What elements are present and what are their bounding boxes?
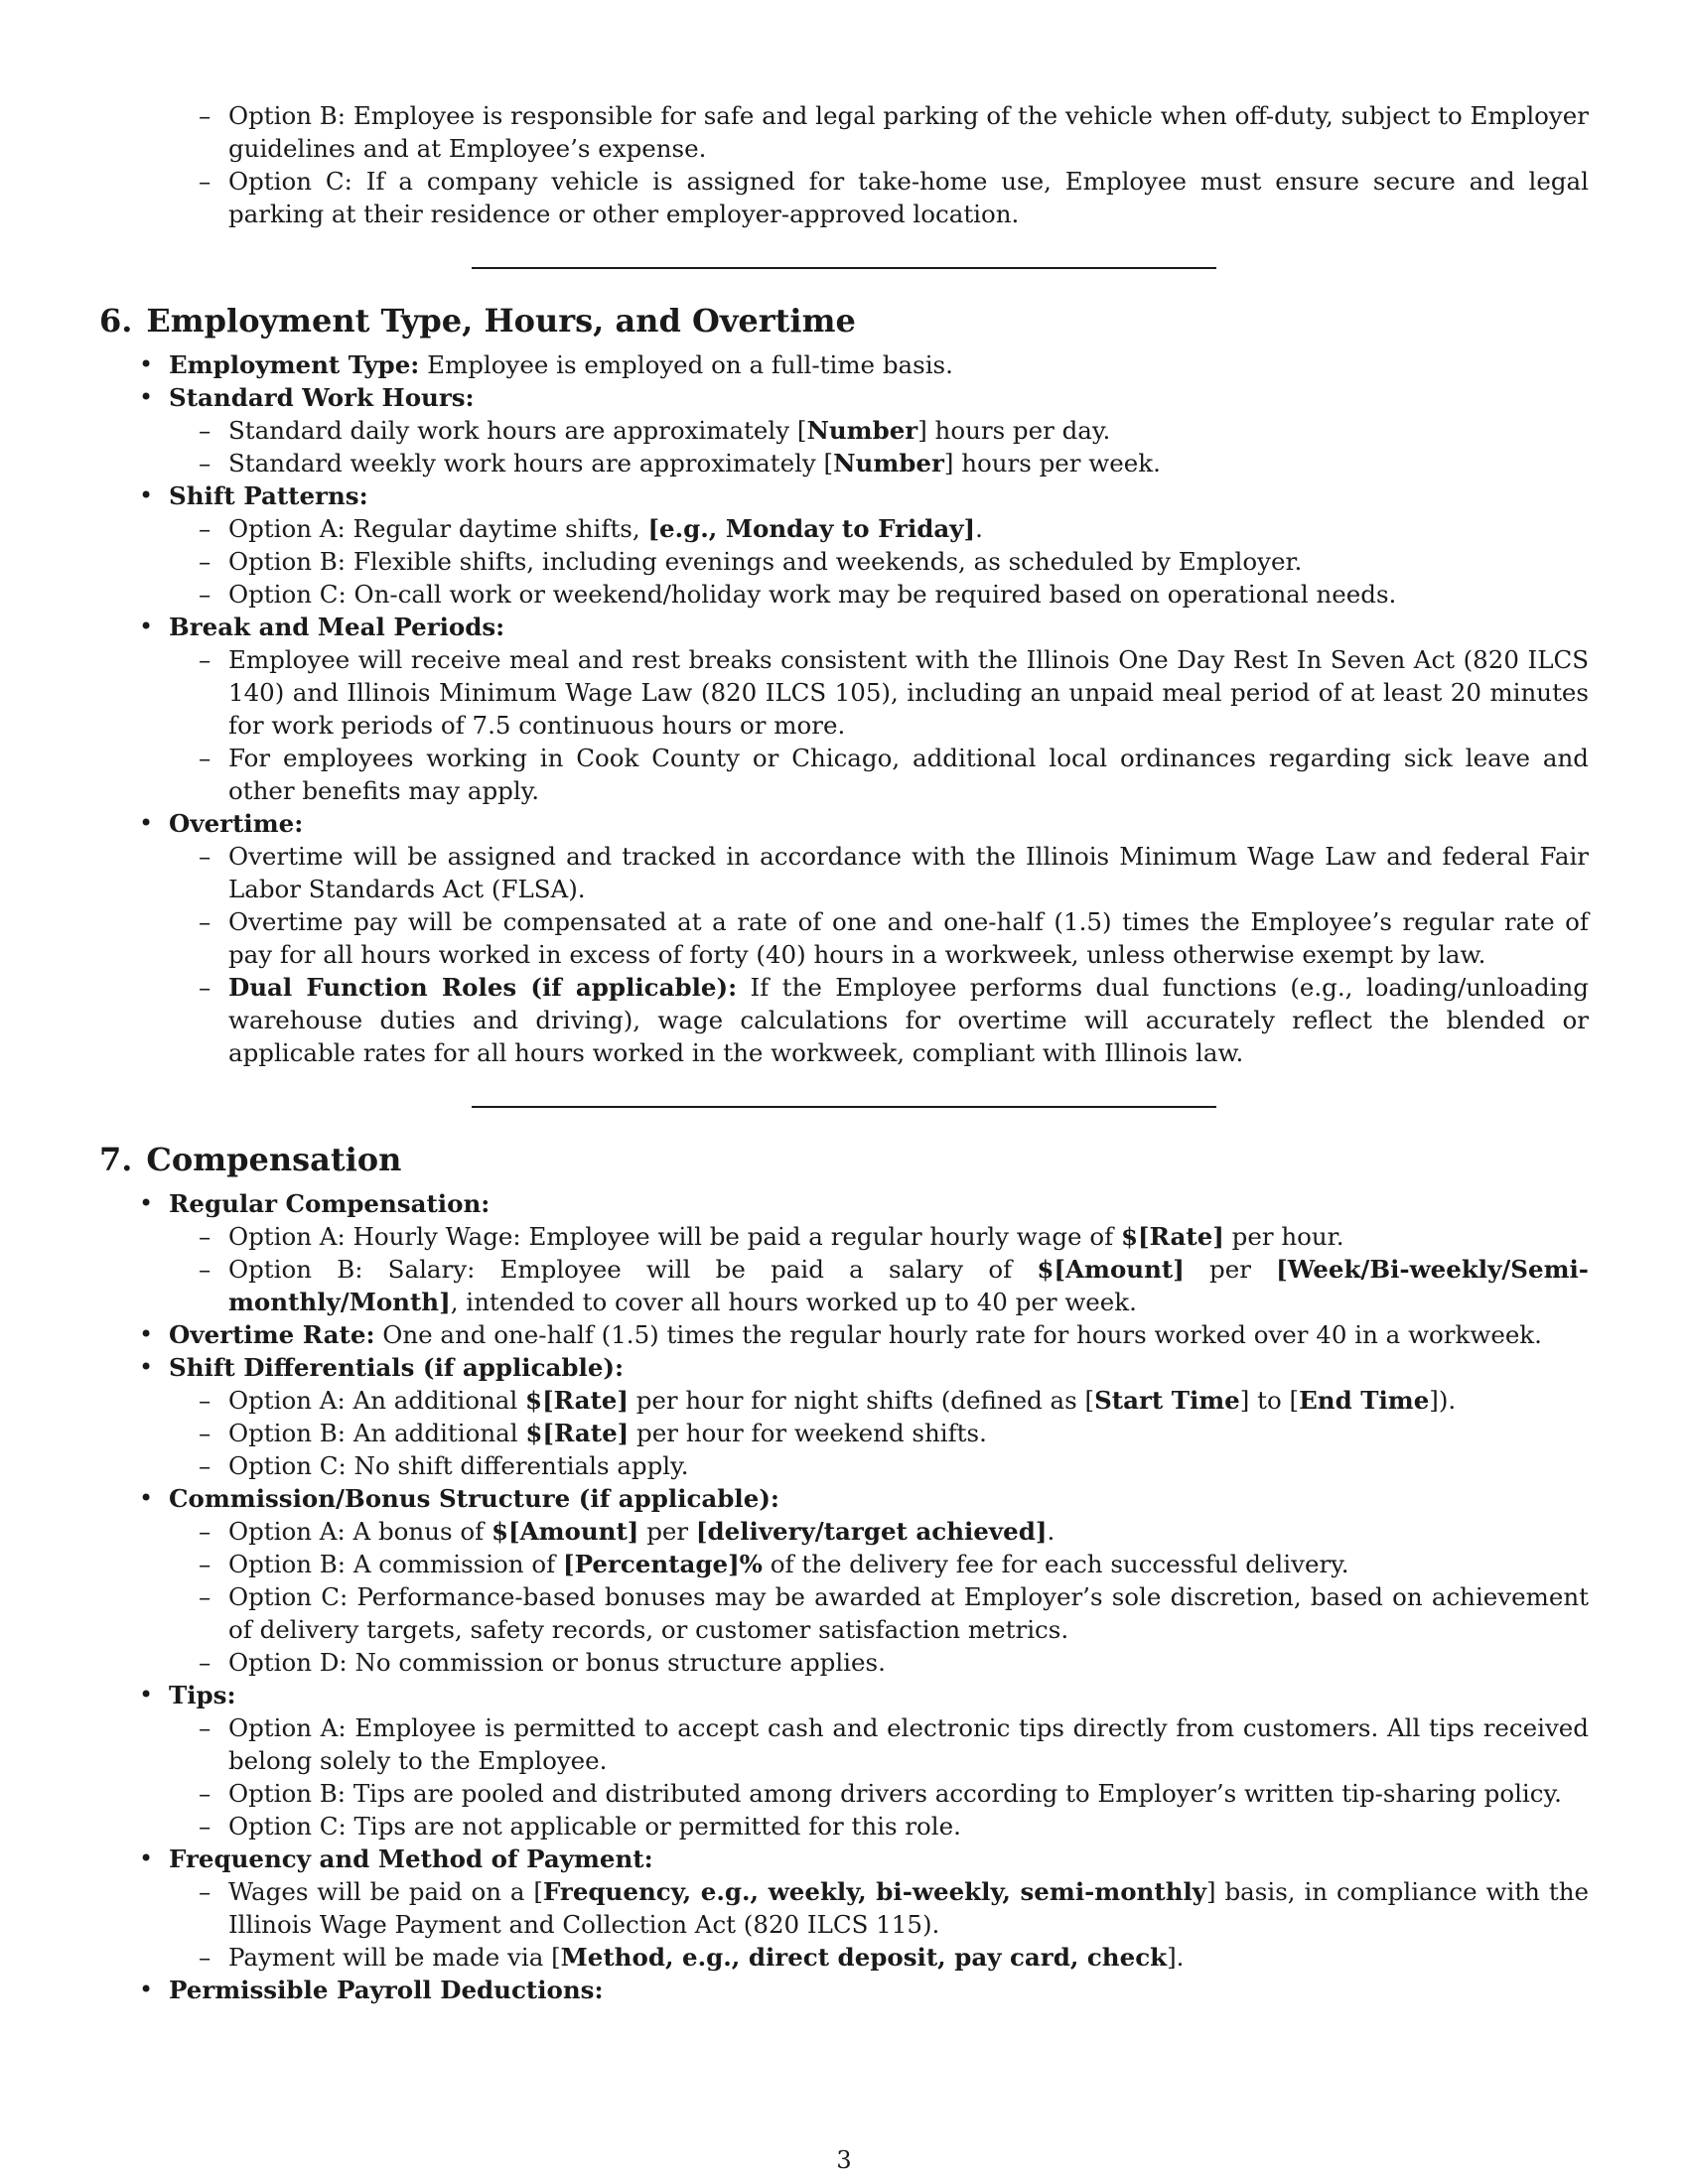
list-item: – Option A: Hourly Wage: Employee will be paid a regular hourly wage of $[Rate] per hour. — [99, 1220, 1589, 1253]
list-item: – Payment will be made via [Method, e.g., direct deposit, pay card, check]. — [99, 1941, 1589, 1974]
list-item: – Option A: A bonus of $[Amount] per [delivery/target achieved]. — [99, 1515, 1589, 1548]
list-item: – Option A: Regular daytime shifts, [e.g., Monday to Friday]. — [99, 512, 1589, 545]
section-7-list — [99, 1187, 1589, 2006]
list-item: – Overtime will be assigned and tracked in accordance with the Illinois Minimum Wage Law and federal Fair Labor Standards Act (FLSA). — [99, 840, 1589, 905]
list-item-payment: • Frequency and Method of Payment: — [99, 1843, 1589, 1875]
section-6-list — [99, 348, 1589, 1069]
list-item-deductions: • Permissible Payroll Deductions: — [99, 1974, 1589, 2006]
section-divider — [99, 1106, 1589, 1108]
list-item-employment-type: • Employment Type: Employee is employed on a full-time basis. — [99, 348, 1589, 381]
document-page — [99, 99, 1589, 2006]
list-item-regular-compensation: • Regular Compensation: — [99, 1187, 1589, 1220]
list-item: – Wages will be paid on a [Frequency, e.g., weekly, bi-weekly, semi-monthly] basis, in compliance with the Illinois Wage Payment and Collection Act (820 ILCS 115). — [99, 1875, 1589, 1941]
list-item-tips: • Tips: — [99, 1679, 1589, 1711]
list-item-shift-patterns: • Shift Patterns: — [99, 479, 1589, 512]
list-item-breaks: • Break and Meal Periods: — [99, 611, 1589, 643]
list-item: – Option B: Flexible shifts, including evenings and weekends, as scheduled by Employer. — [99, 545, 1589, 578]
section-heading-7: 7. Compensation — [99, 1141, 402, 1178]
list-item: – Option B: Tips are pooled and distributed among drivers according to Employer’s written tip-sharing policy. — [99, 1777, 1589, 1810]
list-item: – Overtime pay will be compensated at a rate of one and one-half (1.5) times the Employee’s regular rate of pay for all hours worked in excess of forty (40) hours in a workweek, unless otherwise exempt by law. — [99, 905, 1589, 971]
list-item: – For employees working in Cook County or Chicago, additional local ordinances regarding sick leave and other benefits may apply. — [99, 742, 1589, 807]
top-continued-list — [99, 99, 1589, 230]
list-item-commission: • Commission/Bonus Structure (if applicable): — [99, 1482, 1589, 1515]
list-item: – Dual Function Roles (if applicable): If the Employee performs dual functions (e.g., loading/unloading warehouse duties and driving), wage calculations for overtime will accurately reflect the blended or applicable rates for all hours worked in the workweek, compliant with Illinois law. — [99, 971, 1589, 1069]
list-item-work-hours: • Standard Work Hours: — [99, 381, 1589, 414]
list-item: – Option C: No shift differentials apply. — [99, 1449, 1589, 1482]
list-item: – Option B: Employee is responsible for safe and legal parking of the vehicle when off-duty, subject to Employer guidelines and at Employee’s expense. — [99, 99, 1589, 165]
list-item-overtime-rate: • Overtime Rate: One and one-half (1.5) times the regular hourly rate for hours worked over 40 in a workweek. — [99, 1318, 1589, 1351]
list-item-shift-differentials: • Shift Differentials (if applicable): — [99, 1351, 1589, 1384]
section-divider — [99, 267, 1589, 269]
list-item: – Option C: Tips are not applicable or permitted for this role. — [99, 1810, 1589, 1843]
list-item: – Option B: A commission of [Percentage]% of the delivery fee for each successful delivery. — [99, 1548, 1589, 1580]
list-item: – Option D: No commission or bonus structure applies. — [99, 1646, 1589, 1679]
page-number: 3 — [836, 2146, 852, 2174]
list-item: – Option C: Performance-based bonuses may be awarded at Employer’s sole discretion, based on achievement of delivery targets, safety records, or customer satisfaction metrics. — [99, 1580, 1589, 1646]
list-item: – Option B: Salary: Employee will be paid a salary of $[Amount] per [Week/Bi-weekly/Semi-monthly/Month], intended to cover all hours worked up to 40 per week. — [99, 1253, 1589, 1318]
list-item: – Standard weekly work hours are approximately [Number] hours per week. — [99, 447, 1589, 479]
list-item: – Employee will receive meal and rest breaks consistent with the Illinois One Day Rest In Seven Act (820 ILCS 140) and Illinois Minimum Wage Law (820 ILCS 105), including an unpaid meal period of at least 20 minutes for work periods of 7.5 continuous hours or more. — [99, 643, 1589, 742]
list-item-overtime: • Overtime: — [99, 807, 1589, 840]
list-item: – Option C: On-call work or weekend/holiday work may be required based on operational needs. — [99, 578, 1589, 611]
list-item: – Standard daily work hours are approximately [Number] hours per day. — [99, 414, 1589, 447]
section-heading-6: 6. Employment Type, Hours, and Overtime — [99, 302, 856, 340]
list-item: – Option B: An additional $[Rate] per hour for weekend shifts. — [99, 1417, 1589, 1449]
list-item: – Option C: If a company vehicle is assigned for take-home use, Employee must ensure secure and legal parking at their residence or other employer-approved location. — [99, 165, 1589, 230]
list-item: – Option A: Employee is permitted to accept cash and electronic tips directly from customers. All tips received belong solely to the Employee. — [99, 1711, 1589, 1777]
list-item: – Option A: An additional $[Rate] per hour for night shifts (defined as [Start Time] to [End Time]). — [99, 1384, 1589, 1417]
